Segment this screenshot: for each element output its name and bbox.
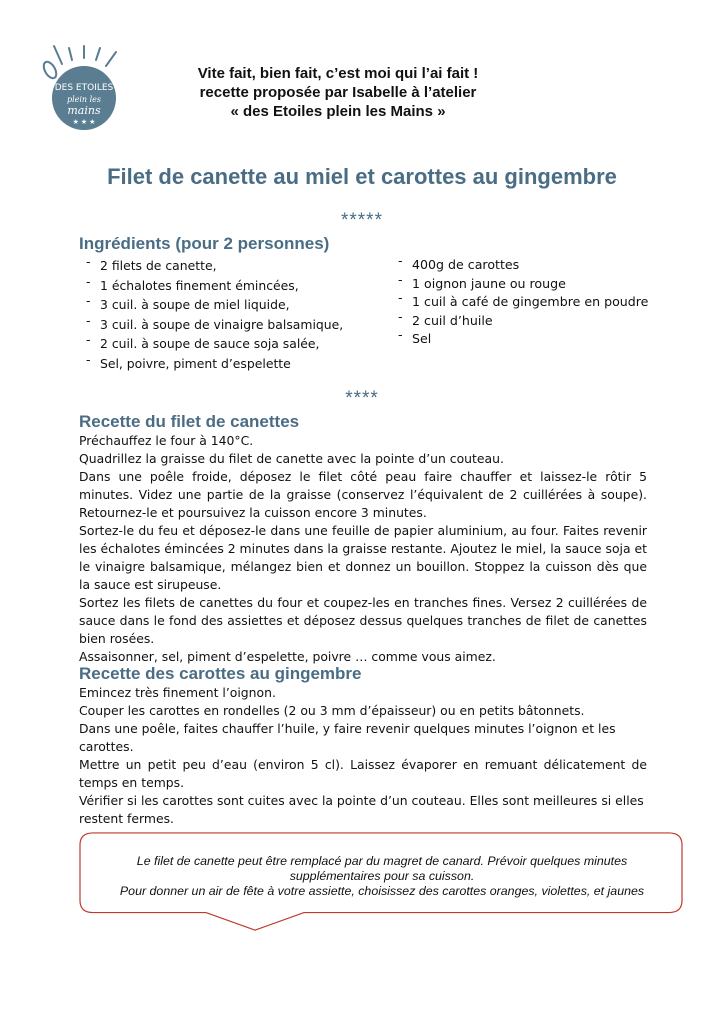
ingredient-item: - 2 cuil d’huile [398, 312, 648, 331]
recipe2-line: Emincez très finement l’oignon. [79, 685, 276, 700]
separator-2: **** [345, 388, 379, 409]
ingredient-item: - 2 cuil. à soupe de sauce soja salée, [86, 334, 343, 354]
recipe1-line: Assaisonner, sel, piment d’espelette, poivre … comme vous aimez. [79, 649, 496, 664]
recipe-title: Filet de canette au miel et carottes au gingembre [107, 164, 617, 189]
separator-1: ***** [341, 210, 383, 231]
header-line-1: Vite fait, bien fait, c’est moi qui l’ai fait ! [197, 65, 479, 82]
note-line: supplémentaires pour sa cuisson. [289, 869, 475, 883]
recipe1-heading: Recette du filet de canettes [79, 412, 300, 431]
ingredients-list-right [398, 256, 648, 349]
recipe1-body [79, 432, 647, 666]
ingredient-item: - Sel, poivre, piment d’espelette [86, 354, 343, 374]
recipe1-line: Sortez-le du feu et déposez-le dans une feuille de papier aluminium, au four. Faites revenir les échalotes émincées 2 minutes dans la graisse restante. Ajoutez le miel, la sauce soja et le vinaigre balsamique, mélangez bien et donnez un bouillon. Stoppez la cuisson dès que la sauce est sirupeuse. [79, 523, 647, 592]
note-text [82, 854, 682, 899]
logo-stars: ★ ★ ★ [72, 119, 96, 126]
ingredient-item: - 3 cuil. à soupe de miel liquide, [86, 295, 343, 315]
note-line: Le filet de canette peut être remplacé par du magret de canard. Prévoir quelques minutes [136, 854, 628, 868]
ingredient-item: - 1 échalotes finement émincées, [86, 276, 343, 296]
recipe2-line: Couper les carottes en rondelles (2 ou 3 mm d’épaisseur) ou en petits bâtonnets. [79, 703, 585, 718]
logo-text-2: plein les [66, 95, 102, 104]
ingredient-item: - 2 filets de canette, [86, 256, 343, 276]
logo-text-3: mains [67, 104, 101, 117]
note-line: Pour donner un air de fête à votre assiette, choisissez des carottes oranges, violettes, et jaunes [119, 884, 645, 898]
recipe1-line: Préchauffez le four à 140°C. [79, 433, 254, 448]
ingredients-list-left [86, 256, 343, 374]
ingredient-item: - 1 cuil à café de gingembre en poudre [398, 293, 648, 312]
recipe1-line: Dans une poêle froide, déposez le filet côté peau faire chauffer et laissez-le rôtir 5 minutes. Videz une partie de la graisse (conservez l’équivalent de 2 cuillérées à soupe). Retournez-le et poursuivez la cuisson encore 3 minutes. [79, 469, 647, 520]
atelier-logo [42, 44, 126, 132]
recipe2-body [79, 684, 647, 828]
ingredient-item: - Sel [398, 330, 648, 349]
recipe1-line: Quadrillez la graisse du filet de canette avec la pointe d’un couteau. [79, 451, 504, 466]
ingredient-item: - 1 oignon jaune ou rouge [398, 275, 648, 294]
recipe2-line: Mettre un petit peu d’eau (environ 5 cl). Laissez évaporer en remuant délicatement de temps en temps. [79, 757, 647, 790]
header-line-3: « des Etoiles plein les Mains » [230, 103, 446, 120]
recipe2-line: Dans une poêle, faites chauffer l’huile, y faire revenir quelques minutes l’oignon et les carottes. [79, 721, 616, 754]
recipe2-line: Vérifier si les carottes sont cuites avec la pointe d’un couteau. Elles sont meilleures si elles restent fermes. [79, 793, 644, 826]
header-block [148, 64, 528, 121]
ingredients-heading: Ingrédients (pour 2 personnes) [79, 234, 330, 253]
header-line-2: recette proposée par Isabelle à l’atelier [199, 84, 477, 101]
recipe1-line: Sortez les filets de canettes du four et coupez-les en tranches fines. Versez 2 cuillérées de sauce dans le fond des assiettes et déposez dessus quelques tranches de filet de canettes bien rosées. [79, 595, 647, 646]
recipe2-heading: Recette des carottes au gingembre [79, 664, 362, 683]
ingredient-item: - 400g de carottes [398, 256, 648, 275]
logo-text-1: DES ETOILES [54, 83, 114, 93]
ingredient-item: - 3 cuil. à soupe de vinaigre balsamique, [86, 315, 343, 335]
